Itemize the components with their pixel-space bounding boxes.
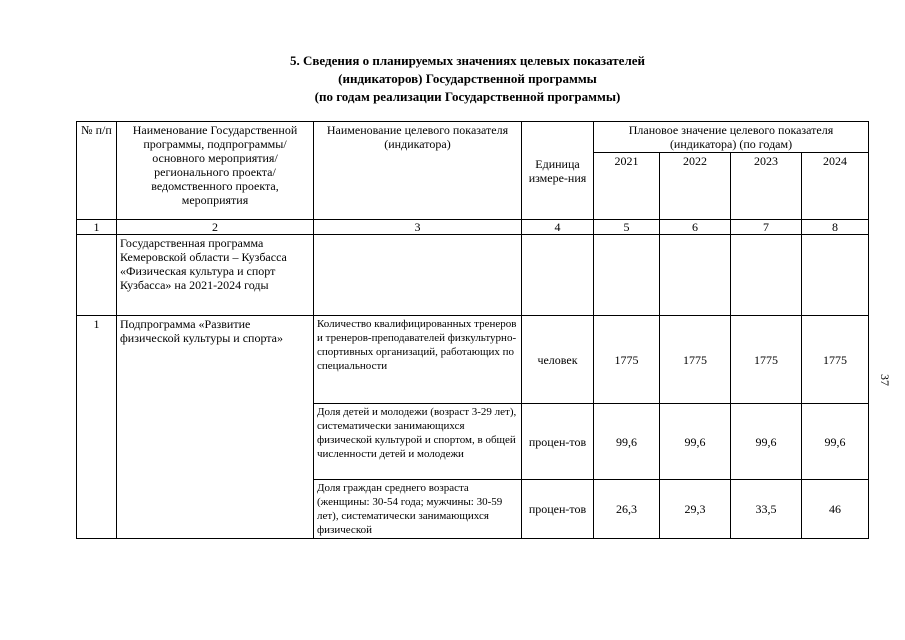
indicator-value-2024: 1775 <box>802 316 869 404</box>
header-name: Наименование Государственной программы, подпрограммы/основного мероприятия/регионального проекта/ведомственного проекта, мероприятия <box>117 122 314 220</box>
indicator-value-2023: 99,6 <box>731 404 802 480</box>
subprogram-num: 1 <box>77 316 117 539</box>
program-num <box>77 235 117 316</box>
indicator-name: Доля граждан среднего возраста (женщины: 30-54 года; мужчины: 30-59 лет), систематически занимающихся физической <box>314 480 522 539</box>
program-value <box>660 235 731 316</box>
header-indicator: Наименование целевого показателя (индикатора) <box>314 122 522 220</box>
header-planned: Плановое значение целевого показателя (индикатора) (по годам) <box>594 122 869 153</box>
header-unit: Единица измере-ния <box>522 122 594 220</box>
header-year-2021: 2021 <box>594 153 660 220</box>
program-indicator <box>314 235 522 316</box>
header-year-2023: 2023 <box>731 153 802 220</box>
page-number: 37 <box>878 374 892 386</box>
indicator-value-2022: 29,3 <box>660 480 731 539</box>
col-number: 1 <box>77 220 117 235</box>
subprogram-name: Подпрограмма «Развитие физической культуры и спорта» <box>117 316 314 539</box>
indicator-name: Доля детей и молодежи (возраст 3-29 лет), систематически занимающихся физической культурой и спортом, в общей численности детей и молодежи <box>314 404 522 480</box>
indicator-value-2023: 1775 <box>731 316 802 404</box>
col-number: 2 <box>117 220 314 235</box>
title-line-2: (индикаторов) Государственной программы <box>338 71 597 86</box>
indicator-unit: процен-тов <box>522 480 594 539</box>
col-number: 7 <box>731 220 802 235</box>
col-number: 4 <box>522 220 594 235</box>
header-num: № п/п <box>77 122 117 220</box>
indicator-value-2023: 33,5 <box>731 480 802 539</box>
indicator-value-2021: 1775 <box>594 316 660 404</box>
indicator-value-2022: 1775 <box>660 316 731 404</box>
program-value <box>731 235 802 316</box>
col-number: 6 <box>660 220 731 235</box>
program-value <box>802 235 869 316</box>
indicator-value-2024: 46 <box>802 480 869 539</box>
header-year-2022: 2022 <box>660 153 731 220</box>
program-unit <box>522 235 594 316</box>
indicator-unit: человек <box>522 316 594 404</box>
table-row <box>77 316 869 404</box>
indicators-table <box>76 121 869 539</box>
col-number: 5 <box>594 220 660 235</box>
header-year-2024: 2024 <box>802 153 869 220</box>
indicator-value-2021: 99,6 <box>594 404 660 480</box>
program-value <box>594 235 660 316</box>
title-line-1: 5. Сведения о планируемых значениях целевых показателей <box>290 53 645 68</box>
indicator-value-2022: 99,6 <box>660 404 731 480</box>
indicator-name: Количество квалифицированных тренеров и тренеров-преподавателей физкультурно-спортивных организаций, работающих по специальности <box>314 316 522 404</box>
title-line-3: (по годам реализации Государственной программы) <box>314 89 621 104</box>
program-name: Государственная программа Кемеровской области – Кузбасса «Физическая культура и спорт Кузбасса» на 2021-2024 годы <box>117 235 314 316</box>
indicator-value-2024: 99,6 <box>802 404 869 480</box>
col-number: 8 <box>802 220 869 235</box>
col-number: 3 <box>314 220 522 235</box>
document-title <box>0 52 905 106</box>
indicator-unit: процен-тов <box>522 404 594 480</box>
indicator-value-2021: 26,3 <box>594 480 660 539</box>
